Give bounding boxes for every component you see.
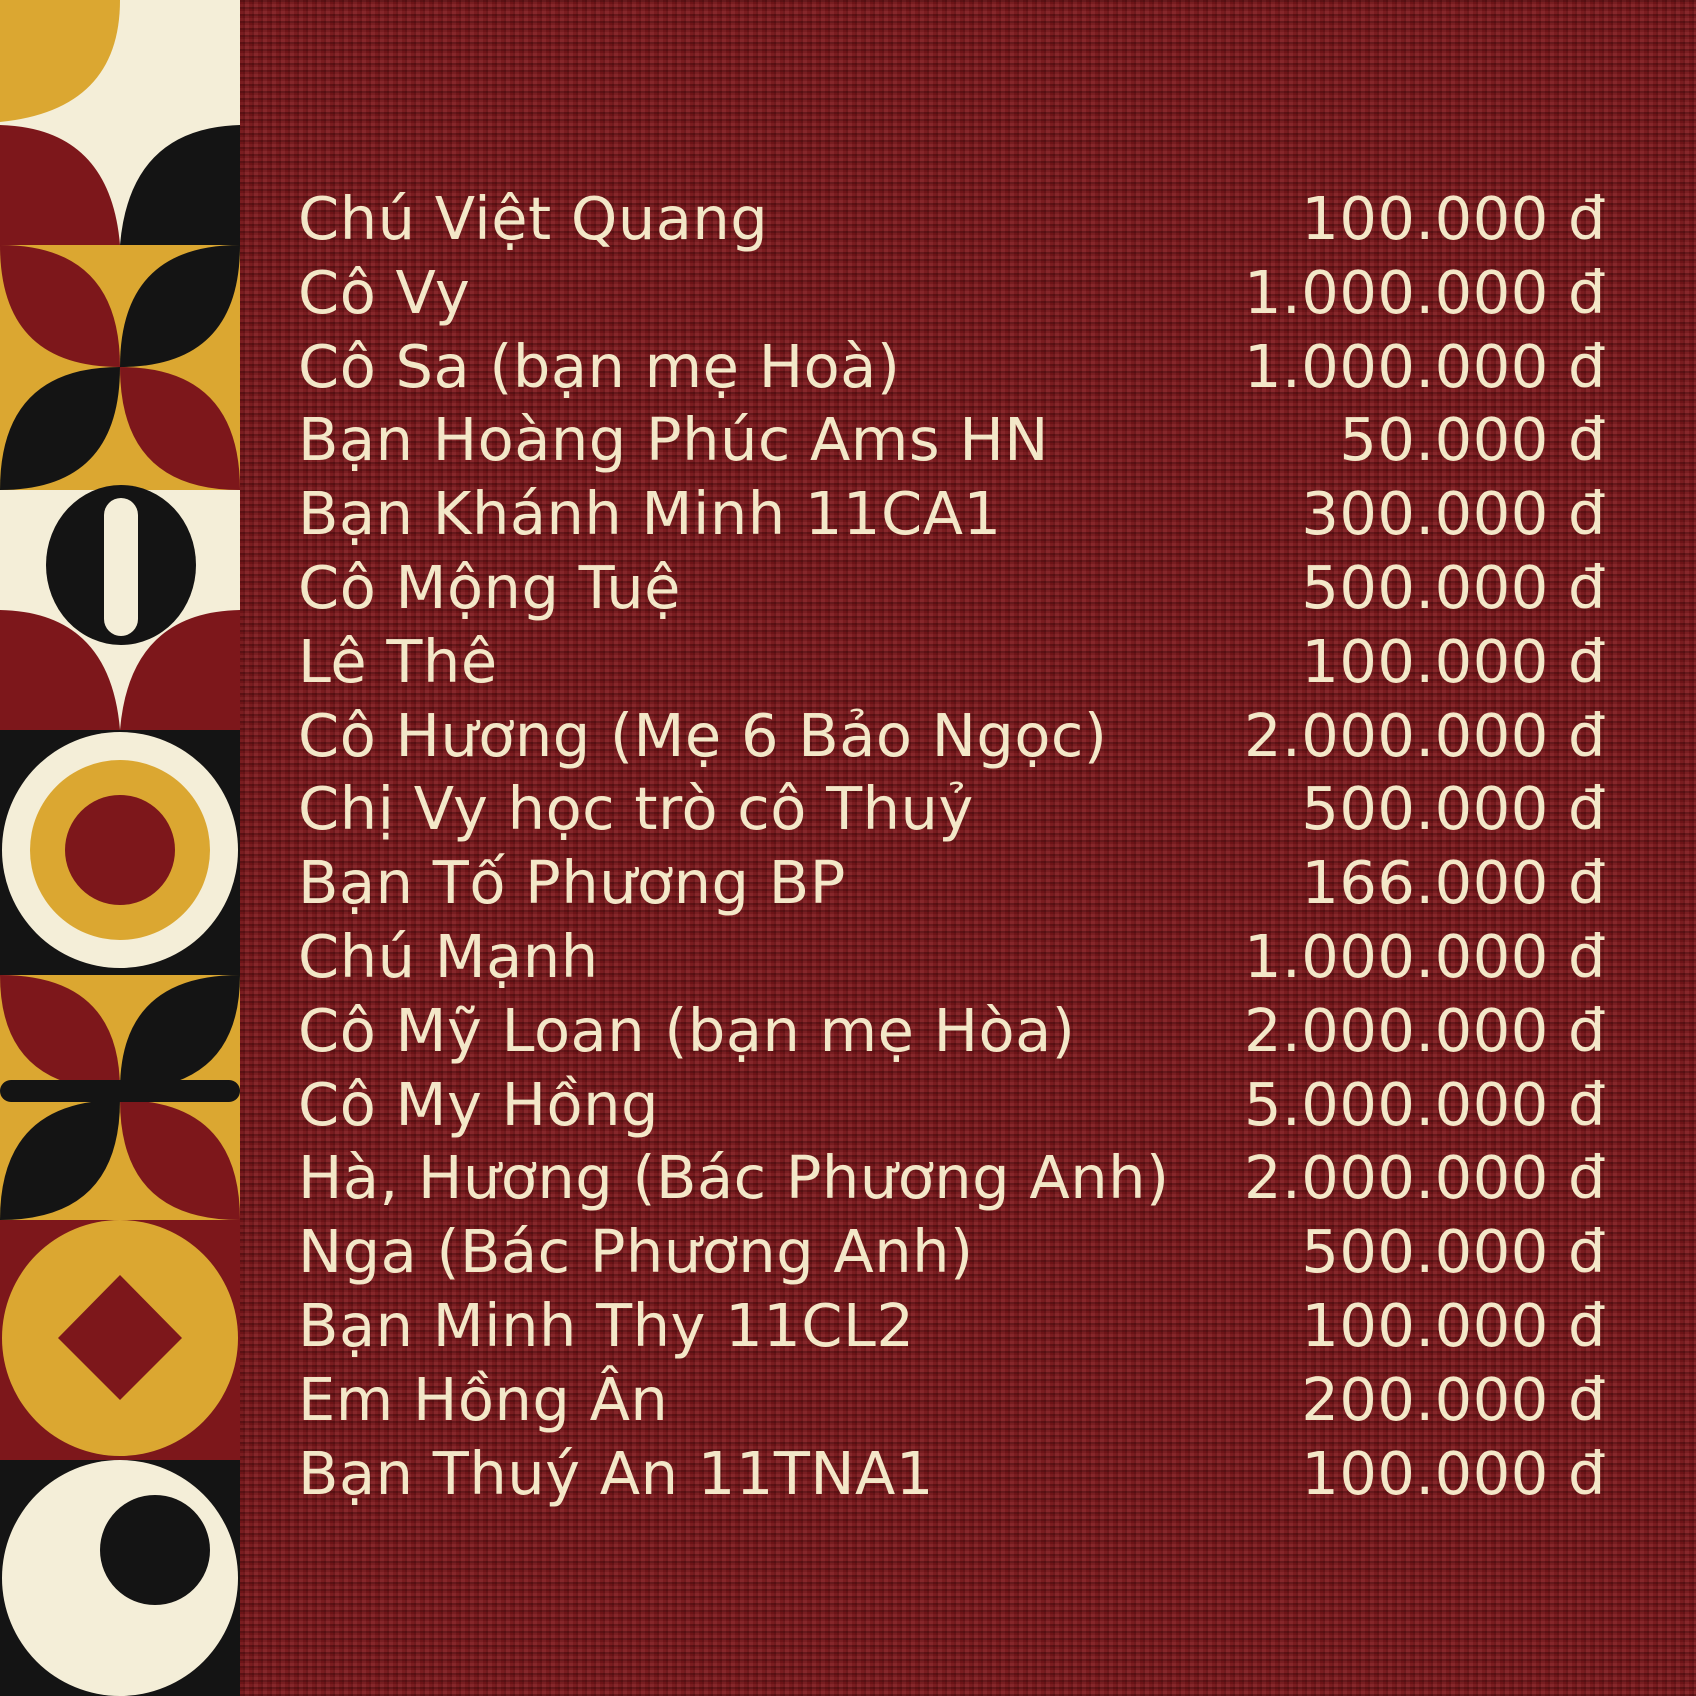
donor-name: Nga (Bác Phương Anh) bbox=[298, 1217, 974, 1287]
donor-name: Cô Mỹ Loan (bạn mẹ Hòa) bbox=[298, 995, 1076, 1065]
donation-amount: 200.000 đ bbox=[1301, 1364, 1606, 1434]
donation-row bbox=[298, 1141, 1606, 1215]
donation-amount: 166.000 đ bbox=[1301, 848, 1606, 918]
donation-amount: 300.000 đ bbox=[1301, 479, 1606, 549]
donation-row bbox=[298, 477, 1606, 551]
donation-row bbox=[298, 1215, 1606, 1289]
donation-row bbox=[298, 994, 1606, 1068]
donor-name: Bạn Minh Thy 11CL2 bbox=[298, 1290, 915, 1360]
ornamental-pattern-strip bbox=[0, 0, 240, 1696]
donation-amount: 500.000 đ bbox=[1301, 1217, 1606, 1287]
donor-name: Bạn Tố Phương BP bbox=[298, 848, 846, 918]
donor-name: Cô Sa (bạn mẹ Hoà) bbox=[298, 331, 901, 401]
donation-amount: 2.000.000 đ bbox=[1244, 1143, 1606, 1213]
donation-list bbox=[298, 182, 1606, 1510]
leaf-bar-ornament bbox=[0, 975, 240, 1220]
star-ornament bbox=[0, 0, 240, 245]
donation-amount: 1.000.000 đ bbox=[1244, 257, 1606, 327]
donation-row bbox=[298, 920, 1606, 994]
donation-amount: 1.000.000 đ bbox=[1244, 921, 1606, 991]
donor-name: Cô Vy bbox=[298, 257, 471, 327]
donation-amount: 2.000.000 đ bbox=[1244, 700, 1606, 770]
donation-amount: 500.000 đ bbox=[1301, 774, 1606, 844]
donation-row bbox=[298, 403, 1606, 477]
dot-ornament bbox=[0, 1460, 240, 1696]
donor-name: Bạn Hoàng Phúc Ams HN bbox=[298, 405, 1049, 475]
donation-amount: 1.000.000 đ bbox=[1244, 331, 1606, 401]
donation-amount: 5.000.000 đ bbox=[1244, 1069, 1606, 1139]
donor-name: Hà, Hương (Bác Phương Anh) bbox=[298, 1143, 1170, 1213]
donor-name: Bạn Thuý An 11TNA1 bbox=[298, 1438, 934, 1508]
donor-name: Cô My Hồng bbox=[298, 1069, 659, 1139]
donor-name: Chị Vy học trò cô Thuỷ bbox=[298, 774, 974, 844]
donation-row bbox=[298, 846, 1606, 920]
donation-row bbox=[298, 1289, 1606, 1363]
donation-row bbox=[298, 699, 1606, 773]
donation-amount: 500.000 đ bbox=[1301, 552, 1606, 622]
donation-amount: 100.000 đ bbox=[1301, 626, 1606, 696]
donor-name: Chú Mạnh bbox=[298, 921, 599, 991]
donation-row bbox=[298, 625, 1606, 699]
oval-ornament bbox=[0, 485, 240, 730]
donation-amount: 100.000 đ bbox=[1301, 1438, 1606, 1508]
donor-name: Cô Mộng Tuệ bbox=[298, 552, 681, 622]
donation-row bbox=[298, 1068, 1606, 1142]
donor-name: Em Hồng Ân bbox=[298, 1364, 669, 1434]
donation-amount: 100.000 đ bbox=[1301, 184, 1606, 253]
donor-name: Lê Thê bbox=[298, 626, 498, 696]
donor-name: Chú Việt Quang bbox=[298, 184, 769, 253]
donation-amount: 50.000 đ bbox=[1339, 405, 1606, 475]
donor-name: Cô Hương (Mẹ 6 Bảo Ngọc) bbox=[298, 700, 1108, 770]
donation-row bbox=[298, 772, 1606, 846]
donation-row bbox=[298, 330, 1606, 404]
donation-row bbox=[298, 1363, 1606, 1437]
ring-ornament bbox=[0, 730, 240, 975]
donation-amount: 100.000 đ bbox=[1301, 1290, 1606, 1360]
diamond-ornament bbox=[0, 1220, 240, 1460]
donation-row bbox=[298, 256, 1606, 330]
donor-name: Bạn Khánh Minh 11CA1 bbox=[298, 479, 1002, 549]
donation-row bbox=[298, 182, 1606, 256]
donation-row bbox=[298, 551, 1606, 625]
donation-row bbox=[298, 1437, 1606, 1511]
petal-ornament bbox=[0, 245, 240, 490]
donation-amount: 2.000.000 đ bbox=[1244, 995, 1606, 1065]
